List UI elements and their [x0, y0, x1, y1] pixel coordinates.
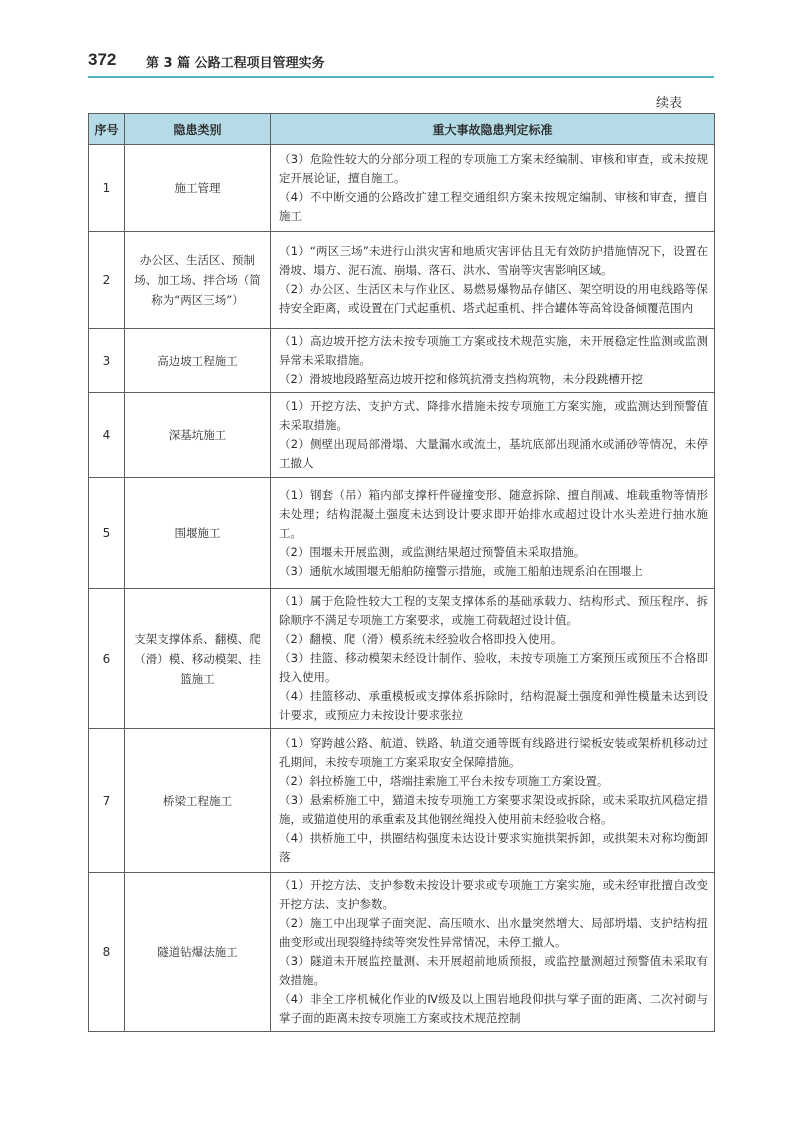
standard-item: （1）“两区三场”未进行山洪灾害和地质灾害评估且无有效防护措施情况下，设置在滑坡、塌方、泥石流、崩塌、落石、洪水、雪崩等灾害影响区域。	[279, 244, 708, 277]
page-number: 372	[88, 50, 117, 69]
table-row	[89, 232, 715, 329]
header-divider	[88, 76, 714, 78]
continued-label: 续表	[656, 96, 683, 111]
judgment-standard	[271, 873, 715, 1032]
row-number: 8	[89, 873, 125, 1032]
page-header	[88, 44, 714, 72]
column-header-no: 序号	[89, 114, 125, 145]
hazard-category: 施工管理	[125, 145, 271, 232]
standard-item: （2）侧壁出现局部滑塌、大量漏水或流土，基坑底部出现涌水或涌砂等情况，未停工撤人	[279, 437, 708, 470]
standard-item: （3）悬索桥施工中，猫道未按专项施工方案要求架设或拆除，或未采取抗风稳定措施，或猫道使用的承重索及其他钢丝绳投入使用前未经验收合格。	[279, 793, 708, 826]
hazard-category: 围堰施工	[125, 478, 271, 589]
row-number: 1	[89, 145, 125, 232]
standard-item: （2）斜拉桥施工中，塔端挂索施工平台未按专项施工方案设置。	[279, 774, 609, 788]
table-row	[89, 478, 715, 589]
judgment-standard	[271, 232, 715, 329]
hazard-category: 桥梁工程施工	[125, 729, 271, 873]
standard-item: （2）翻模、爬（滑）模系统未经验收合格即投入使用。	[279, 632, 563, 646]
hazard-category: 高边坡工程施工	[125, 329, 271, 393]
standard-item: （1）开挖方法、支护方式、降排水措施未按专项施工方案实施，或监测达到预警值未采取措施。	[279, 399, 708, 432]
standard-item: （1）穿跨越公路、航道、铁路、轨道交通等既有线路进行梁板安装或架桥机移动过孔期间，未按专项施工方案采取安全保障措施。	[279, 736, 708, 769]
standard-item: （4）挂篮移动、承重模板或支撑体系拆除时，结构混凝土强度和弹性模量未达到设计要求，或预应力未按设计要求张拉	[279, 689, 708, 722]
standard-item: （4）拱桥施工中，拱圈结构强度未达设计要求实施拱架拆卸，或拱架未对称均衡卸落	[279, 831, 708, 864]
judgment-standard	[271, 729, 715, 873]
row-number: 3	[89, 329, 125, 393]
chapter-title: 第 3 篇 公路工程项目管理实务	[146, 56, 325, 71]
standard-item: （4）不中断交通的公路改扩建工程交通组织方案未按规定编制、审核和审查，擅自施工	[279, 190, 708, 223]
standard-item: （2）施工中出现掌子面突泥、高压喷水、出水量突然增大、局部坍塌、支护结构扭曲变形或出现裂缝持续等突发性异常情况，未停工撤人。	[279, 916, 708, 949]
row-number: 5	[89, 478, 125, 589]
standard-item: （1）属于危险性较大工程的支架支撑体系的基础承载力、结构形式、预压程序、拆除顺序不满足专项施工方案要求，或施工荷载超过设计值。	[279, 594, 708, 627]
standard-item: （3）危险性较大的分部分项工程的专项施工方案未经编制、审核和审查，或未按规定开展论证，擅自施工。	[279, 152, 708, 185]
row-number: 7	[89, 729, 125, 873]
judgment-standard	[271, 393, 715, 478]
judgment-standard	[271, 589, 715, 729]
column-header-standard: 重大事故隐患判定标准	[271, 114, 715, 145]
hazard-table	[88, 113, 715, 1032]
hazard-category: 办公区、生活区、预制场、加工场、拌合场（简称为“两区三场”）	[125, 232, 271, 329]
hazard-category: 支架支撑体系、翻模、爬（滑）模、移动模架、挂篮施工	[125, 589, 271, 729]
row-number: 6	[89, 589, 125, 729]
standard-item: （1）高边坡开挖方法未按专项施工方案或技术规范实施，未开展稳定性监测或监测异常未采取措施。	[279, 334, 708, 367]
table-row	[89, 729, 715, 873]
standard-item: （3）挂篮、移动模架未经设计制作、验收，未按专项施工方案预压或预压不合格即投入使用。	[279, 651, 708, 684]
hazard-category: 隧道钻爆法施工	[125, 873, 271, 1032]
standard-item: （2）办公区、生活区未与作业区、易燃易爆物品存储区、架空明设的用电线路等保持安全距离，或设置在门式起重机、塔式起重机、拌合罐体等高耸设备倾覆范围内	[279, 282, 708, 315]
table-body	[89, 145, 715, 1032]
table-header-row	[89, 114, 715, 145]
standard-item: （3）通航水域围堰无船舶防撞警示措施，或施工船舶违规系泊在围堰上	[279, 563, 643, 578]
standard-item: （2）滑坡地段路堑高边坡开挖和修筑抗滑支挡构筑物，未分段跳槽开挖	[279, 372, 643, 386]
table-row	[89, 145, 715, 232]
table-row	[89, 873, 715, 1032]
judgment-standard	[271, 145, 715, 232]
table-row	[89, 329, 715, 393]
row-number: 2	[89, 232, 125, 329]
standard-item: （3）隧道未开展监控量测、未开展超前地质预报，或监控量测超过预警值未采取有效措施。	[279, 954, 708, 987]
standard-item: （2）围堰未开展监测，或监测结果超过预警值未采取措施。	[279, 544, 586, 559]
table-row	[89, 393, 715, 478]
judgment-standard	[271, 329, 715, 393]
column-header-category: 隐患类别	[125, 114, 271, 145]
standard-item: （4）非全工序机械化作业的Ⅳ级及以上围岩地段仰拱与掌子面的距离、二次衬砌与掌子面的距离未按专项施工方案或技术规范控制	[279, 992, 708, 1025]
hazard-category: 深基坑施工	[125, 393, 271, 478]
row-number: 4	[89, 393, 125, 478]
standard-item: （1）开挖方法、支护参数未按设计要求或专项施工方案实施，或未经审批擅自改变开挖方法、支护参数。	[279, 878, 708, 911]
judgment-standard	[271, 478, 715, 589]
table-row	[89, 589, 715, 729]
standard-item: （1）钢套（吊）箱内部支撑杆件碰撞变形、随意拆除、擅自削减、堆载重物等情形未处理；结构混凝土强度未达到设计要求即开始排水或超过设计水头差进行抽水施工。	[279, 487, 708, 540]
